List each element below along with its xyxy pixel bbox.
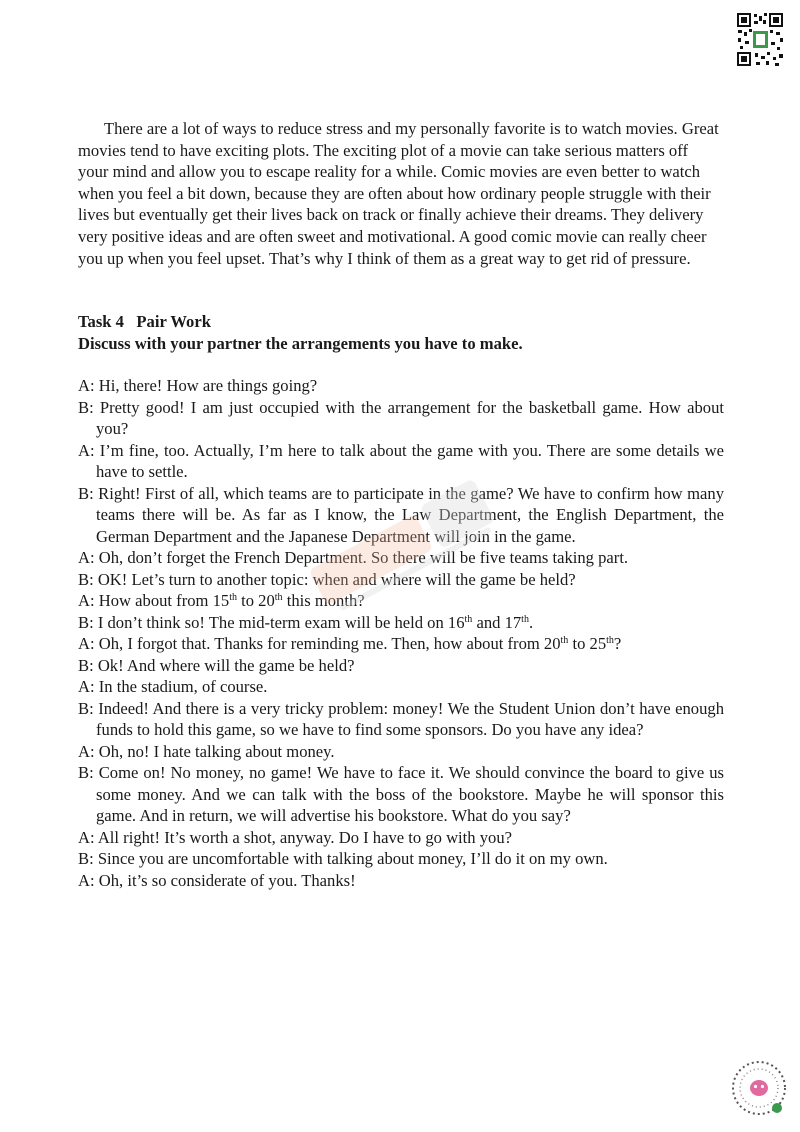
dialogue-text: Oh, don’t forget the French Department. So there will be five teams taking part.: [98, 548, 629, 567]
dialogue-text: Pretty good! I am just occupied with the arrangement for the basketball game. How about you?: [96, 397, 724, 438]
speaker-label: B:: [78, 763, 99, 782]
speaker-label: A:: [78, 376, 99, 395]
dialogue-text: Oh, I forgot that. Thanks for reminding me. Then, how about from 20th to 25th?: [98, 634, 622, 653]
speaker-label: A:: [78, 741, 99, 761]
speaker-label: B:: [78, 612, 98, 632]
speaker-label: A:: [78, 677, 99, 696]
dialogue-line: [78, 741, 724, 763]
dialogue-text: Oh, no! I hate talking about money.: [98, 741, 335, 761]
dialogue-text: Hi, there! How are things going?: [98, 376, 318, 395]
dialogue-text: Oh, it’s so considerate of you. Thanks!: [98, 870, 356, 890]
speaker-label: B:: [78, 483, 99, 503]
dialogue-text: OK! Let’s turn to another topic: when and where will the game be held?: [97, 569, 576, 589]
speaker-label: A:: [78, 634, 99, 653]
dialogue-text: Ok! And where will the game be held?: [97, 655, 355, 675]
task-instruction: Discuss with your partner the arrangements you have to make.: [78, 334, 523, 353]
speaker-label: A:: [78, 827, 98, 847]
dialogue-line: [78, 547, 724, 569]
dialogue-line: [78, 375, 724, 397]
dialogue-line: [78, 397, 724, 440]
dialogue-line: [78, 440, 724, 483]
dialogue-line: [78, 483, 724, 548]
dialogue-line: [78, 870, 724, 892]
dialogue-line: [78, 698, 724, 741]
dialogue-text: In the stadium, of course.: [98, 677, 268, 696]
speaker-label: B:: [78, 569, 98, 589]
speaker-label: B:: [78, 397, 100, 417]
speaker-label: A:: [78, 870, 99, 890]
speaker-label: B:: [78, 655, 98, 675]
dialogue-list: [78, 375, 724, 891]
speaker-label: A:: [78, 548, 99, 567]
dialogue-text: Right! First of all, which teams are to participate in the game? We have to confirm how many teams there will be. As far as I know, the Law Department, the English Department, the German Department and the Japanese Department will join in the game.: [96, 483, 724, 546]
circular-badge-icon[interactable]: [730, 1058, 788, 1118]
qr-code-icon[interactable]: [736, 12, 784, 67]
dialogue-text: How about from 15th to 20th this month?: [98, 591, 365, 610]
dialogue-line: [78, 655, 724, 677]
speaker-label: B:: [78, 698, 99, 718]
dialogue-line: [78, 612, 724, 634]
dialogue-line: [78, 633, 724, 655]
dialogue-text: Indeed! And there is a very tricky problem: money! We the Student Union don’t have enough funds to hold this game, so we have to find some sponsors. Do you have any idea?: [96, 698, 724, 739]
dialogue-line: [78, 569, 724, 591]
task-heading: Task 4 Pair Work: [78, 312, 211, 331]
dialogue-text: Come on! No money, no game! We have to face it. We should convince the board to give us some money. And we can talk with the boss of the bookstore. Maybe he will sponsor this game. And in return, we will advertise his bookstore. What do you say?: [96, 763, 725, 825]
dialogue-text: Since you are uncomfortable with talking about money, I’ll do it on my own.: [97, 849, 608, 868]
dialogue-text: All right! It’s worth a shot, anyway. Do I have to go with you?: [97, 827, 512, 847]
dialogue-line: [78, 827, 724, 849]
speaker-label: A:: [78, 440, 100, 460]
dialogue-line: [78, 590, 724, 612]
dialogue-text: I don’t think so! The mid-term exam will be held on 16th and 17th.: [97, 612, 534, 632]
dialogue-line: [78, 676, 724, 698]
intro-paragraph: There are a lot of ways to reduce stress and my personally favorite is to watch movies. Great movies tend to have exciting plots. The exciting plot of a movie can take serious matters off your mind and allow you to escape reality for a while. Comic movies are even better to watch when you feel a bit down, because they are often about how ordinary people struggle with their lives but eventually get their lives back on track or finally achieve their dreams. They delivery very positive ideas and are often sweet and motivational. A good comic movie can really cheer you up when you feel upset. That’s why I think of them as a great way to get rid of pressure.: [78, 119, 719, 268]
dialogue-line: [78, 762, 724, 827]
speaker-label: B:: [78, 849, 98, 868]
speaker-label: A:: [78, 591, 99, 610]
dialogue-line: [78, 848, 724, 870]
dialogue-text: I’m fine, too. Actually, I’m here to talk about the game with you. There are some details we have to settle.: [96, 440, 725, 481]
